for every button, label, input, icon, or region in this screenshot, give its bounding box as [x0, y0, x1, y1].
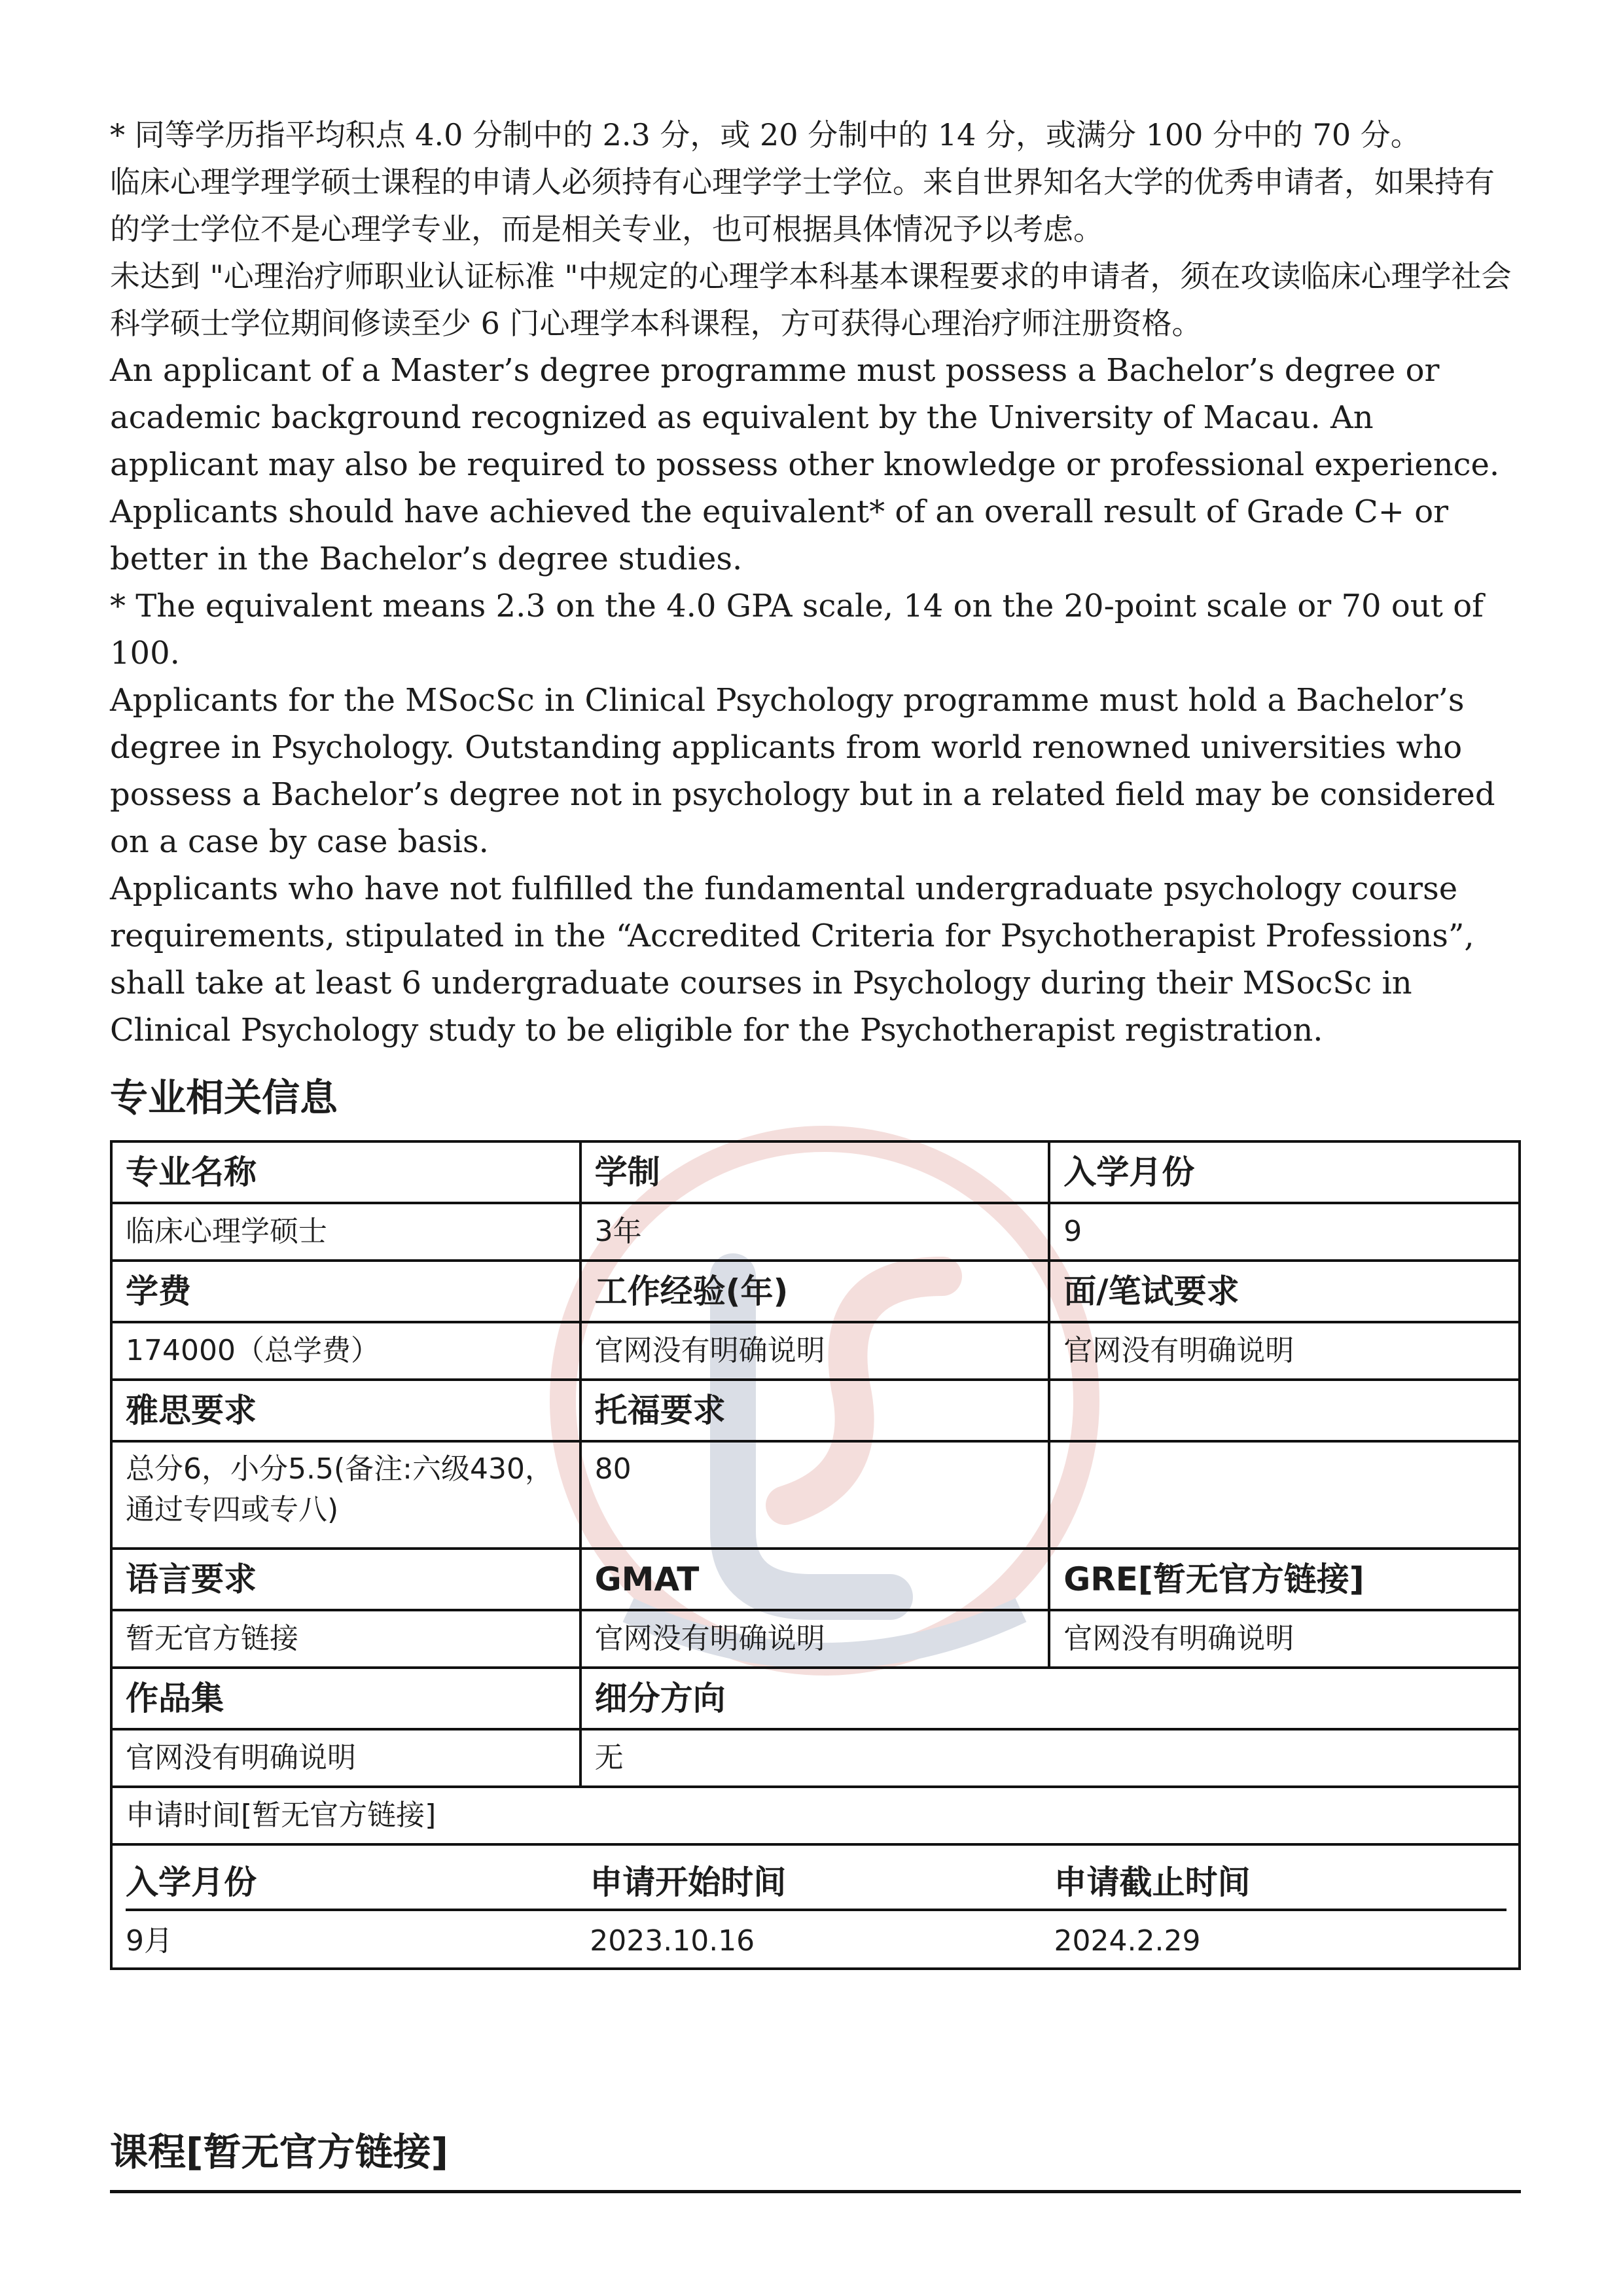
header-cell: 学费 [111, 1261, 580, 1322]
table-row [111, 1322, 1520, 1380]
header-cell: GRE[暂无官方链接] [1049, 1549, 1520, 1610]
zh-paragraph: 未达到 "心理治疗师职业认证标准 "中规定的心理学本科基本课程要求的申请者，须在攻读临床心理学社会科学硕士学位期间修读至少 6 门心理学本科课程，方可获得心理治疗师注册资格。 [110, 259, 1512, 341]
table-row [111, 1668, 1520, 1729]
value-cell: 官网没有明确说明 [580, 1610, 1050, 1668]
application-header: 入学月份 [126, 1863, 257, 1901]
value-cell: 174000（总学费） [111, 1322, 580, 1380]
value-cell: 总分6，小分5.5(备注:六级430，通过专四或专八) [111, 1441, 580, 1549]
table-row [111, 1261, 1520, 1322]
value-cell: 官网没有明确说明 [111, 1729, 580, 1787]
application-value: 2024.2.29 [1054, 1924, 1201, 1958]
zh-paragraph: 临床心理学理学硕士课程的申请人必须持有心理学学士学位。来自世界知名大学的优秀申请者，如果持有的学士学位不是心理学专业，而是相关专业，也可根据具体情况予以考虑。 [110, 164, 1495, 247]
table-row [111, 1441, 1520, 1549]
table-row [111, 1729, 1520, 1787]
program-info-title: 专业相关信息 [110, 1075, 338, 1120]
value-cell: 官网没有明确说明 [1049, 1610, 1520, 1668]
value-cell: 无 [580, 1729, 1050, 1787]
header-cell: 专业名称 [111, 1141, 580, 1203]
table-row [111, 1844, 1520, 1969]
table-row [111, 1380, 1520, 1441]
table-row [111, 1203, 1520, 1261]
zh-paragraph: * 同等学历指平均积点 4.0 分制中的 2.3 分，或 20 分制中的 14 分，或满分 100 分中的 70 分。 [110, 117, 1421, 152]
table-row [111, 1787, 1520, 1844]
table-row [111, 1141, 1520, 1203]
value-cell [1049, 1729, 1520, 1787]
application-time-label: 申请时间[暂无官方链接] [111, 1787, 1520, 1844]
application-value-row [126, 1911, 1518, 1967]
value-cell: 官网没有明确说明 [1049, 1322, 1520, 1380]
value-cell: 官网没有明确说明 [580, 1322, 1050, 1380]
value-cell: 3年 [580, 1203, 1050, 1261]
header-cell: 工作经验(年) [580, 1261, 1050, 1322]
en-paragraph: * The equivalent means 2.3 on the 4.0 GPA scale, 14 on the 20-point scale or 70 out of 100. [110, 588, 1484, 672]
header-cell [1049, 1380, 1520, 1441]
intro-text [110, 111, 1524, 1054]
value-cell: 80 [580, 1441, 1050, 1549]
table-row [111, 1549, 1520, 1610]
en-paragraph: An applicant of a Master’s degree programme must possess a Bachelor’s degree or academic background recognized as equivalent by the University of Macau. An applicant may also be required to possess other knowledge or professional experience. [110, 352, 1500, 483]
header-cell: 细分方向 [580, 1668, 1050, 1729]
header-cell: 雅思要求 [111, 1380, 580, 1441]
header-cell: 入学月份 [1049, 1141, 1520, 1203]
application-header: 申请截止时间 [1054, 1863, 1251, 1901]
application-value: 9月 [126, 1924, 173, 1958]
header-cell: GMAT [580, 1549, 1050, 1610]
header-cell: 作品集 [111, 1668, 580, 1729]
application-header-row [126, 1846, 1518, 1909]
value-cell: 临床心理学硕士 [111, 1203, 580, 1261]
value-cell: 9 [1049, 1203, 1520, 1261]
value-cell: 暂无官方链接 [111, 1610, 580, 1668]
application-value: 2023.10.16 [590, 1924, 755, 1958]
header-cell [1049, 1668, 1520, 1729]
en-paragraph: Applicants who have not fulfilled the fundamental undergraduate psychology course requirements, stipulated in the “Accredited Criteria for Psychotherapist Professions”, shall take at least 6 undergraduate courses in Psychology during their MSocSc in Clinical Psychology study to be eligible for the Psychotherapist registration. [110, 870, 1474, 1049]
header-cell: 语言要求 [111, 1549, 580, 1610]
divider [110, 2190, 1521, 2193]
table-row [111, 1610, 1520, 1668]
courses-title: 课程[暂无官方链接] [110, 2130, 449, 2174]
en-paragraph: Applicants for the MSocSc in Clinical Psychology programme must hold a Bachelor’s degree in Psychology. Outstanding applicants from world renowned universities who possess a Bachelor’s degree not in psychology but in a related field may be considered on a case by case basis. [110, 682, 1495, 860]
header-cell: 学制 [580, 1141, 1050, 1203]
header-cell: 面/笔试要求 [1049, 1261, 1520, 1322]
program-info-table [110, 1140, 1521, 1970]
application-time-box [111, 1844, 1520, 1969]
header-cell: 托福要求 [580, 1380, 1050, 1441]
value-cell [1049, 1441, 1520, 1549]
application-header: 申请开始时间 [590, 1863, 787, 1901]
en-paragraph: Applicants should have achieved the equivalent* of an overall result of Grade C+ or better in the Bachelor’s degree studies. [110, 493, 1449, 577]
